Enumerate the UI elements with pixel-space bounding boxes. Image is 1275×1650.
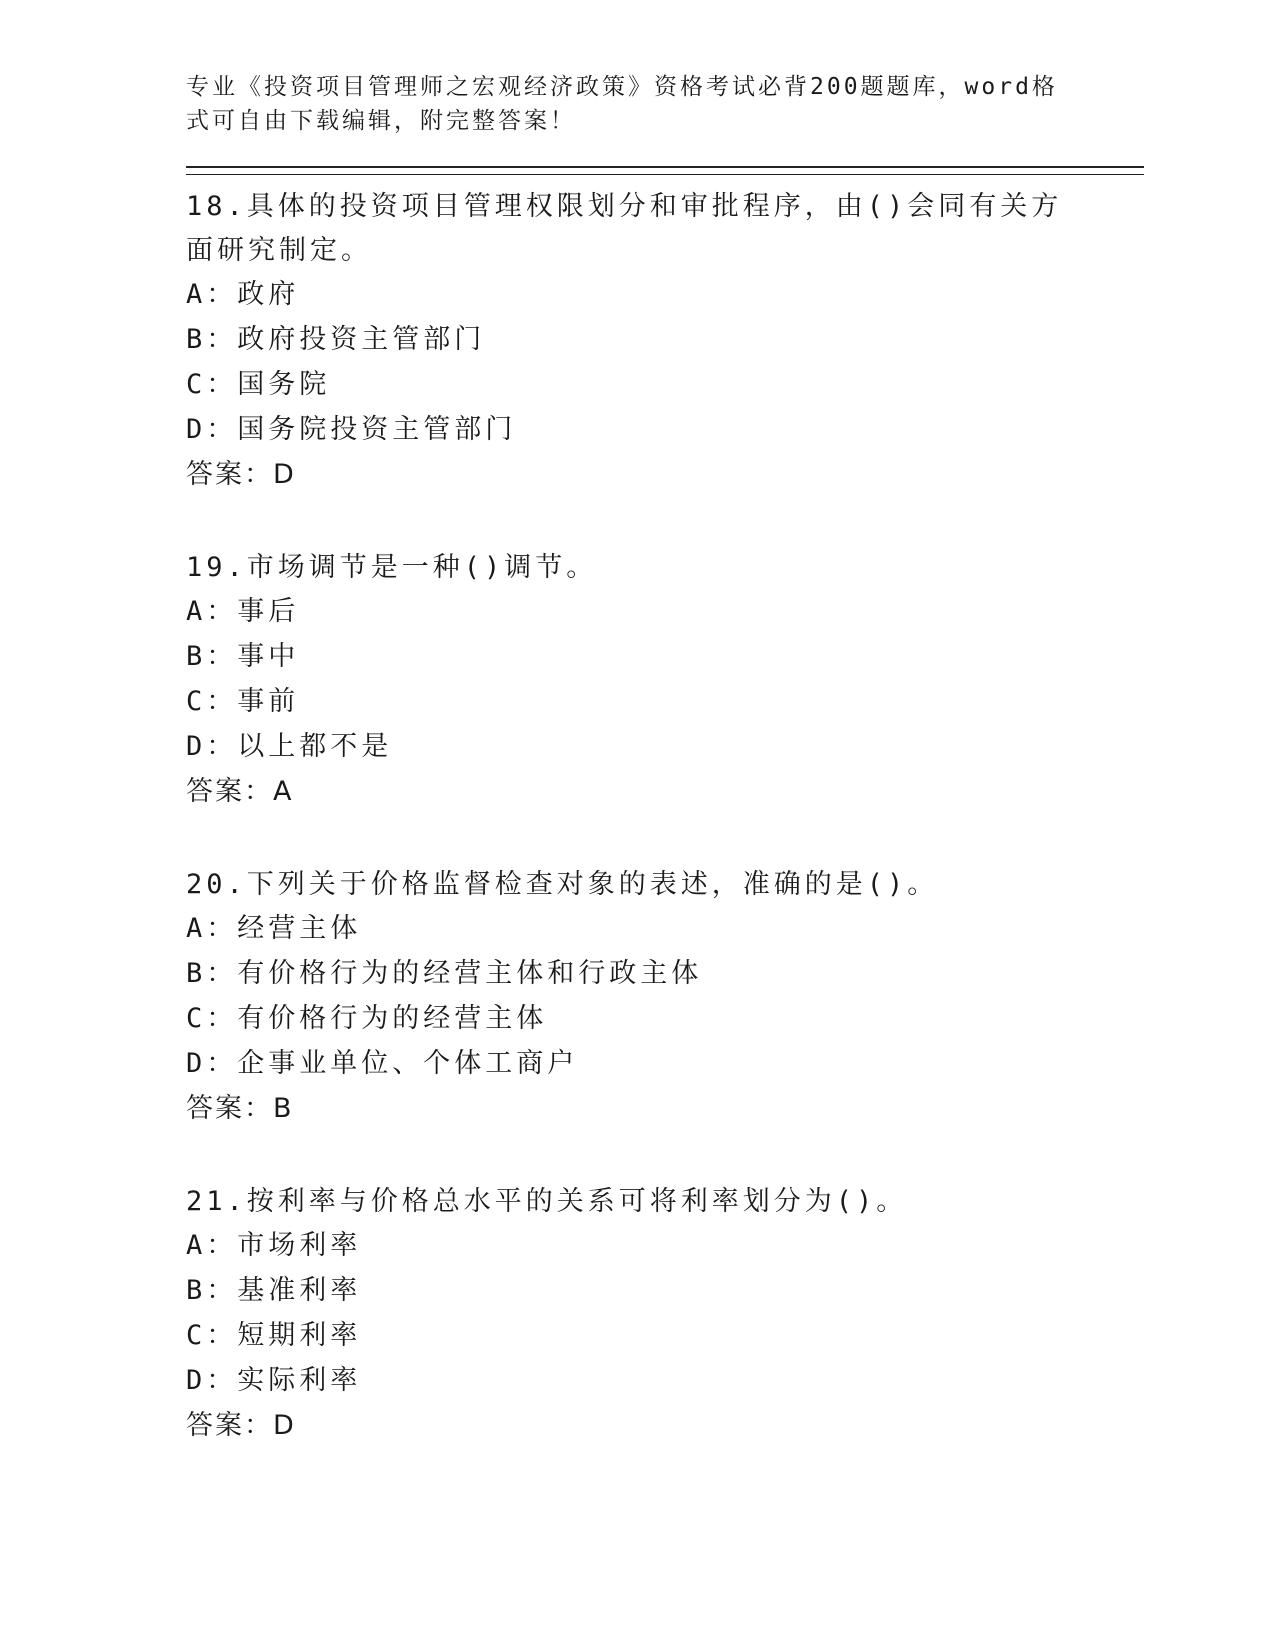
option-b: B：基准利率	[186, 1275, 362, 1306]
option-d: D：以上都不是	[186, 731, 393, 762]
header-divider	[186, 166, 1144, 175]
option-a: A：市场利率	[186, 1230, 362, 1261]
option-c: C：国务院	[186, 369, 331, 400]
question-spacer	[186, 498, 1146, 546]
document-header: 专业《投资项目管理师之宏观经济政策》资格考试必背200题题库，word格式可自由下载编辑，附完整答案！	[186, 74, 1058, 134]
question-stem: 18.具体的投资项目管理权限划分和审批程序，由()会同有关方面研究制定。	[186, 191, 1063, 266]
answer-line: 答案：B	[186, 1093, 294, 1124]
question-19	[186, 546, 1146, 815]
option-c: C：有价格行为的经营主体	[186, 1003, 548, 1034]
option-c: C：事前	[186, 686, 300, 717]
answer-line: 答案：D	[186, 459, 296, 490]
question-18	[186, 185, 1146, 498]
question-stem: 20.下列关于价格监督检查对象的表述，准确的是()。	[186, 869, 939, 900]
option-d: D：国务院投资主管部门	[186, 414, 517, 445]
option-d: D：实际利率	[186, 1365, 362, 1396]
document-page	[186, 70, 1146, 1449]
option-b: B：政府投资主管部门	[186, 324, 486, 355]
option-a: A：事后	[186, 596, 300, 627]
option-c: C：短期利率	[186, 1320, 362, 1351]
question-spacer	[186, 815, 1146, 863]
option-b: B：有价格行为的经营主体和行政主体	[186, 958, 703, 989]
question-spacer	[186, 1132, 1146, 1180]
question-stem: 21.按利率与价格总水平的关系可将利率划分为()。	[186, 1186, 908, 1217]
question-stem: 19.市场调节是一种()调节。	[186, 552, 598, 583]
question-21	[186, 1180, 1146, 1449]
question-20	[186, 863, 1146, 1132]
option-d: D：企事业单位、个体工商户	[186, 1048, 579, 1079]
answer-line: 答案：A	[186, 776, 294, 807]
answer-line: 答案：D	[186, 1410, 296, 1441]
option-b: B：事中	[186, 641, 300, 672]
option-a: A：政府	[186, 279, 300, 310]
option-a: A：经营主体	[186, 913, 362, 944]
